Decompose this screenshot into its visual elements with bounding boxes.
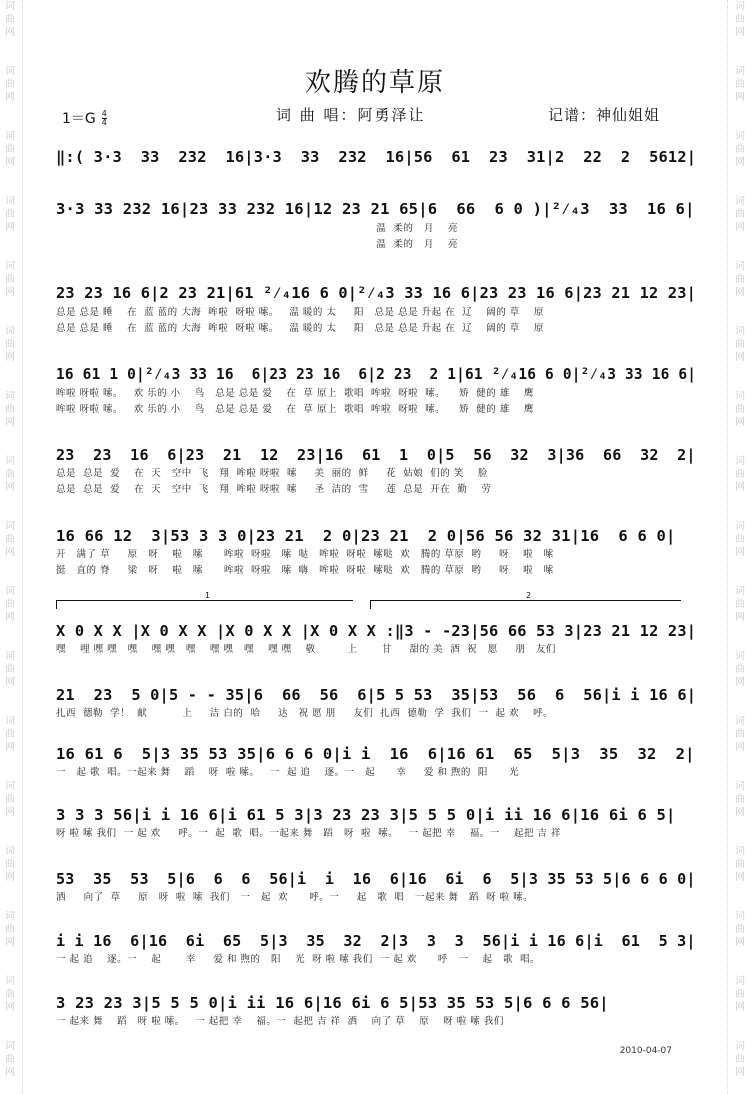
score-line bbox=[56, 527, 696, 577]
score-line bbox=[56, 446, 696, 496]
notation-row: 23 23 16 6|23 21 12 23|16 61 1 0|5 56 32 3|36 66 32 2| bbox=[56, 446, 696, 464]
lyric-row: 温 柔的 月 亮 bbox=[56, 239, 458, 250]
volta-bracket-2 bbox=[370, 591, 681, 609]
lyric-row: 总是 总是 爱 在 天 空中 飞 翔 哞啦 呀啦 嗦 美 丽的 鲜 花 姑娘 们的 笑 脸 bbox=[56, 468, 488, 479]
lyric-row: 哞啦 呀啦 嗦。 欢 乐的 小 鸟 总是 总是 爱 在 草 原上 歌唱 哞啦 呀啦 嗦。 矫 健的 雄 鹰 bbox=[56, 388, 534, 399]
song-title: 欢腾的草原 bbox=[304, 68, 445, 98]
notation-row: 53 35 53 5|6 6 6 56|i i 16 6|16 6i 6 5|3 35 53 5|6 6 6 0| bbox=[56, 870, 696, 888]
score-line bbox=[56, 870, 696, 907]
lyric-row: 哞啦 呀啦 嗦。 欢 乐的 小 鸟 总是 总是 爱 在 草 原上 歌唱 哞啦 呀啦 嗦。 矫 健的 雄 鹰 bbox=[56, 404, 534, 415]
lyric-row: 嘿 哩 嘿 嘿 嘿 嘿 嘿 嘿 嘿 嘿 嘿 嘿 嘿 敬 上 甘 甜的 美 酒 祝 愿 朋 友们 bbox=[56, 644, 556, 655]
lyric-row: 一 起 歌 唱。一起来 舞 蹈 呀 啦 嗦。 一 起 追 逐。一 起 幸 爱 和 煦的 阳 光 bbox=[56, 767, 520, 778]
right-watermark: 词 曲 网 词 曲 网 词 曲 网 词 曲 网 词 曲 网 词 曲 网 词 曲 网 词 曲 网 词 曲 网 词 曲 网 词 曲 网 词 曲 网 词 曲 网 词 曲 网 词 曲 网 词 曲 网 词 曲 网 bbox=[735, 1, 745, 1078]
lyric-row: 一 起来 舞 蹈 呀 啦 嗦。 一 起把 幸 福。一 起把 吉 祥 洒 向了 草 原 呀 啦 嗦 我们 bbox=[56, 1016, 504, 1027]
notation-row: 16 61 6 5|3 35 53 35|6 6 6 0|i i 16 6|16 61 65 5|3 35 32 2| bbox=[56, 745, 695, 763]
lyric-row: 洒 向了 草 原 呀 啦 嗦 我们 一 起 欢 呼。一 起 歌 唱 一起来 舞 蹈 呀 啦 嗦。 bbox=[56, 892, 534, 903]
lyric-row: 呀 啦 嗦 我们 一 起 欢 呼。一 起 歌 唱。一起来 舞 蹈 呀 啦 嗦。 一 起把 幸 福。一 起把 吉 祥 bbox=[56, 828, 561, 839]
score-line bbox=[56, 745, 696, 782]
notation-row: 16 66 12 3|53 3 3 0|23 21 2 0|23 21 2 0|56 56 32 31|16 6 6 0| bbox=[56, 527, 676, 545]
time-signature-top: 4 bbox=[101, 108, 107, 118]
lyric-row: 挺 直的 脊 梁 呀 啦 嗦 哞啦 呀啦 嗦 嗨 哞啦 呀啦 嗦哒 欢 腾的 草原 哟 呀 啦 嗦 bbox=[56, 565, 554, 576]
score-line bbox=[56, 686, 696, 723]
right-page-edge bbox=[727, 0, 728, 1094]
notation-row: 21 23 5 0|5 - - 35|6 66 56 6|5 5 53 35|53 56 6 56|i i 16 6| bbox=[56, 686, 697, 704]
score-line bbox=[56, 994, 696, 1031]
left-page-edge bbox=[22, 0, 23, 1094]
lyric-row: 总是 总是 睡 在 蓝 蓝的 大海 哞啦 呀啦 嗦。 温 暖的 太 阳 总是 总是 升起 在 辽 阔的 草 原 bbox=[56, 323, 544, 334]
notation-row: 3 3 3 56|i i 16 6|i 61 5 3|3 23 23 3|5 5 5 0|i ii 16 6|16 6i 6 5| bbox=[56, 806, 676, 824]
score-line bbox=[56, 622, 696, 659]
notation-row: i i 16 6|16 6i 65 5|3 35 32 2|3 3 3 56|i i 16 6|i 61 5 3| bbox=[56, 932, 696, 950]
notation-row: 23 23 16 6|2 23 21|61 ²⁄₄16 6 0|²⁄₄3 33 16 6|23 23 16 6|23 21 12 23| bbox=[56, 284, 697, 302]
score-line bbox=[56, 148, 696, 169]
score-line bbox=[56, 365, 696, 416]
notation-row: 3 23 23 3|5 5 5 0|i ii 16 6|16 6i 6 5|53 35 53 5|6 6 6 56| bbox=[56, 994, 609, 1012]
volta-bracket-1 bbox=[56, 591, 353, 609]
volta-number-1: 1 bbox=[205, 591, 211, 600]
score-line bbox=[56, 806, 696, 843]
lyric-row: 总是 总是 睡 在 蓝 蓝的 大海 哞啦 呀啦 嗦。 温 暖的 太 阳 总是 总是 升起 在 辽 阔的 草 原 bbox=[56, 307, 544, 318]
notation-row: X 0 X X |X 0 X X |X 0 X X |X 0 X X :‖3 - -23|56 66 53 3|23 21 12 23| bbox=[56, 622, 697, 640]
time-signature-bottom: 4 bbox=[101, 117, 107, 127]
time-signature bbox=[102, 110, 107, 127]
notation-row: 16 61 1 0|²⁄₄3 33 16 6|23 23 16 6|2 23 2 1|61 ²⁄₄16 6 0|²⁄₄3 33 16 6| bbox=[56, 365, 697, 383]
score-line bbox=[56, 932, 696, 969]
lyric-row: 一 起 追 逐。一 起 幸 爱 和 煦的 阳 光 呀 啦 嗦 我们 一 起 欢 呼 一 起 歌 唱。 bbox=[56, 954, 541, 965]
footer-date: 2010-04-07 bbox=[619, 1046, 672, 1056]
key-label: 1＝G bbox=[62, 111, 96, 127]
key-signature bbox=[62, 108, 107, 128]
volta-number-2: 2 bbox=[526, 591, 532, 600]
credit-performer: 词 曲 唱：阿勇泽让 bbox=[276, 106, 426, 124]
left-watermark: 词 曲 网 词 曲 网 词 曲 网 词 曲 网 词 曲 网 词 曲 网 词 曲 网 词 曲 网 词 曲 网 词 曲 网 词 曲 网 词 曲 网 词 曲 网 词 曲 网 词 曲 网 词 曲 网 词 曲 网 bbox=[5, 1, 15, 1078]
lyric-row: 总是 总是 爱 在 天 空中 飞 翔 哞啦 呀啦 嗦 圣 洁的 雪 莲 总是 开在 勤 劳 bbox=[56, 484, 492, 495]
notation-row: ‖:( 3·3 33 232 16|3·3 33 232 16|56 61 23 31|2 22 2 5612| bbox=[56, 148, 697, 166]
notation-row: 3·3 33 232 16|23 33 232 16|12 23 21 65|6 66 6 0 )|²⁄₄3 33 16 6| bbox=[56, 200, 695, 218]
lyric-row: 扎西 德勒 学！ 献 上 洁 白的 哈 达 祝 愿 朋 友们 扎西 德勒 学 我们 一 起 欢 呼。 bbox=[56, 708, 554, 719]
credit-transcriber: 记谱：神仙姐姐 bbox=[548, 106, 661, 124]
lyric-row: 开 满了 草 原 呀 啦 嗦 哞啦 呀啦 嗦 哒 哞啦 呀啦 嗦哒 欢 腾的 草原 哟 呀 啦 嗦 bbox=[56, 549, 554, 560]
score-line bbox=[56, 200, 696, 251]
score-line bbox=[56, 284, 696, 335]
lyric-row: 温 柔的 月 亮 bbox=[56, 223, 458, 234]
